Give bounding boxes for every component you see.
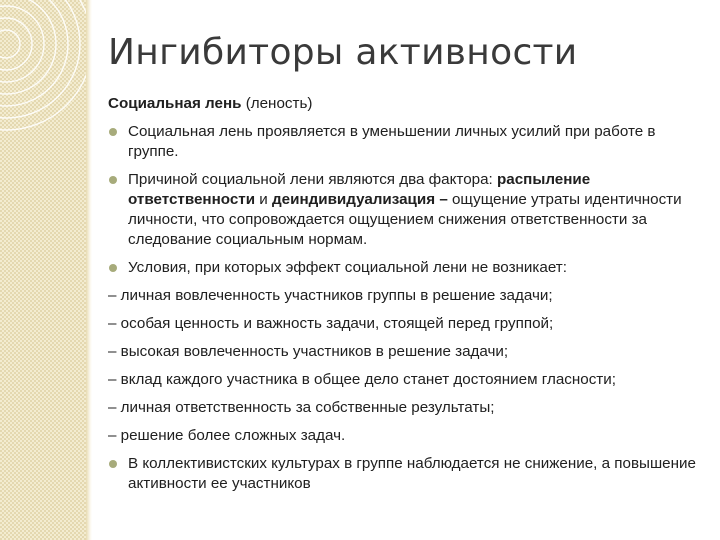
round-bullet-icon <box>109 460 117 468</box>
slide-content <box>108 94 700 502</box>
subheading-note: (леность) <box>241 95 313 112</box>
bullet-text-continued: ощущение утраты идентичности личности, что сопровождается ощущением снижения ответственности за следование социальным нормам. <box>128 191 682 248</box>
condition-item: – личная вовлеченность участников группы в решение задачи; <box>108 287 553 304</box>
condition-item: – вклад каждого участника в общее дело станет достоянием гласности; <box>108 371 616 388</box>
concentric-rings-decoration <box>0 0 86 160</box>
subheading-term: Социальная лень <box>108 95 242 112</box>
bullet-text: Причиной социальной лени являются два фактора: <box>128 171 497 188</box>
bullet-text: Условия, при которых эффект социальной лени не возникает: <box>128 259 567 276</box>
condition-item: – особая ценность и важность задачи, стоящей перед группой; <box>108 315 554 332</box>
condition-item: – личная ответственность за собственные результаты; <box>108 399 495 416</box>
condition-item: – решение более сложных задач. <box>108 427 346 444</box>
bullet-connector: и <box>255 191 273 208</box>
decorative-sidebar <box>0 0 86 540</box>
slide-title: Ингибиторы активности <box>108 32 578 73</box>
sidebar-divider <box>86 0 92 540</box>
bullet-item-3 <box>108 258 700 278</box>
round-bullet-icon <box>109 176 117 184</box>
round-bullet-icon <box>109 128 117 136</box>
round-bullet-icon <box>109 264 117 272</box>
bullet-term-2: деиндивидуализация – <box>272 191 452 208</box>
bullet-text: Социальная лень проявляется в уменьшении личных усилий при работе в группе. <box>128 123 656 160</box>
bullet-term-1: распыление ответственности <box>128 171 591 208</box>
bullet-item-2 <box>108 170 700 250</box>
bullet-text: В коллективистских культурах в группе наблюдается не снижение, а повышение активности ее участников <box>128 455 696 492</box>
bullet-item-4 <box>108 454 700 494</box>
condition-item: – высокая вовлеченность участников в решение задачи; <box>108 343 509 360</box>
bullet-item-1 <box>108 122 700 162</box>
subheading <box>108 94 700 114</box>
